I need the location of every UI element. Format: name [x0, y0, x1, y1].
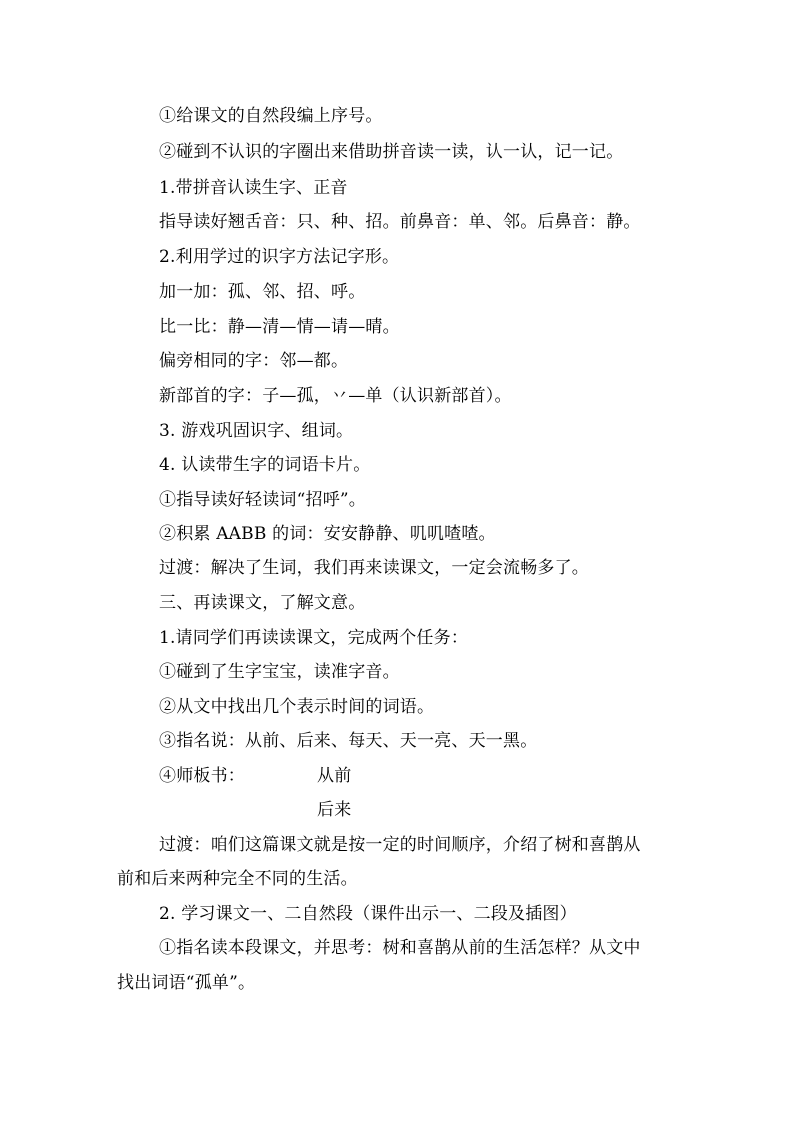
text-line: ①碰到了生字宝宝，读准字音。: [159, 662, 400, 682]
text-line: 偏旁相同的字：邻—都。: [159, 351, 349, 371]
text-line: ④师板书：: [159, 766, 245, 786]
text-line: ②碰到不认识的字圈出来借助拼音读一读，认一认，记一记。: [159, 142, 624, 162]
board-item: 后来: [317, 800, 352, 820]
text-line: 2. 学习课文一、二自然段（课件出示一、二段及插图）: [159, 904, 577, 924]
text-line: 4. 认读带生字的词语卡片。: [159, 455, 371, 475]
text-line: ③指名说：从前、后来、每天、天一亮、天一黑。: [159, 731, 538, 751]
text-line: 新部首的字：子—孤，丷—单（认识新部首）。: [159, 386, 512, 406]
text-line: 加一加：孤、邻、招、呼。: [159, 282, 366, 302]
text-line: ②积累 AABB 的词：安安静静、叽叽喳喳。: [159, 524, 496, 544]
text-line: 过渡：解决了生词，我们再来读课文，一定会流畅多了。: [159, 558, 589, 578]
text-line: 1.带拼音认读生字、正音: [159, 178, 348, 198]
text-line: ①给课文的自然段编上序号。: [159, 106, 383, 126]
text-line: 3. 游戏巩固识字、组词。: [159, 421, 354, 441]
text-line: 2.利用学过的识字方法记字形。: [159, 247, 400, 267]
text-line: ①指名读本段课文，并思考：树和喜鹊从前的生活怎样？从文中: [159, 938, 641, 958]
text-line: 前和后来两种完全不同的生活。: [117, 869, 358, 889]
text-line: 指导读好翘舌音：只、种、招。前鼻音：单、邻。后鼻音：静。: [159, 212, 641, 232]
text-line: ②从文中找出几个表示时间的词语。: [159, 697, 435, 717]
section-heading: 三、再读课文，了解文意。: [159, 593, 366, 613]
text-line: 过渡：咱们这篇课文就是按一定的时间顺序，介绍了树和喜鹊从: [159, 835, 641, 855]
text-line: 比一比：静—清—情—请—晴。: [159, 317, 400, 337]
text-line: ①指导读好轻读词“招呼”。: [159, 490, 366, 510]
board-item: 从前: [317, 766, 352, 786]
text-line: 1.请同学们再读读课文，完成两个任务：: [159, 628, 469, 648]
text-line: 找出词语“孤单”。: [117, 973, 256, 993]
